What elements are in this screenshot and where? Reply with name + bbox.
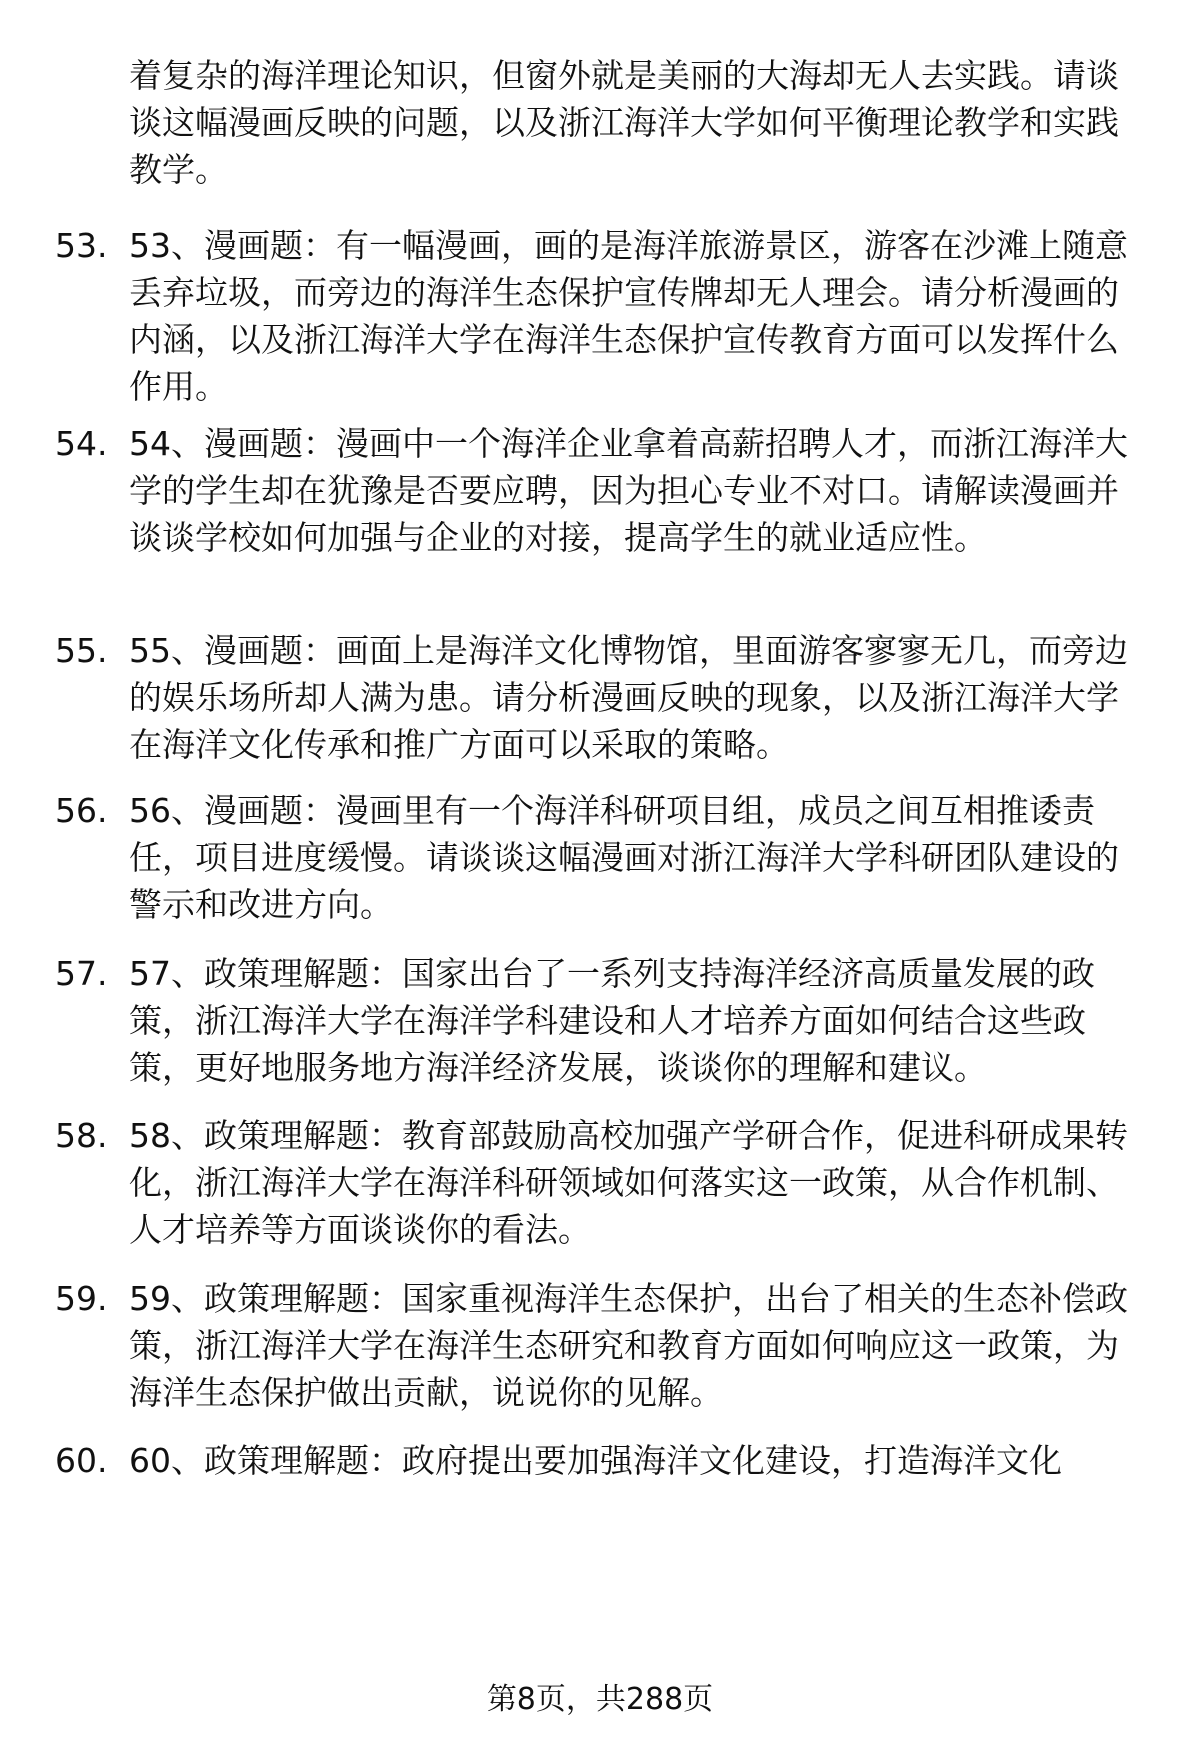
item-text: 60、政策理解题：政府提出要加强海洋文化建设，打造海洋文化 <box>129 1441 1062 1480</box>
item-number: 59. <box>55 1279 108 1318</box>
item-text: 58、政策理解题：教育部鼓励高校加强产学研合作，促进科研成果转化，浙江海洋大学在海洋科研领域如何落实这一政策，从合作机制、人才培养等方面谈谈你的看法。 <box>129 1116 1128 1249</box>
item-text: 54、漫画题：漫画中一个海洋企业拿着高薪招聘人才，而浙江海洋大学的学生却在犹豫是否要应聘，因为担心专业不对口。请解读漫画并谈谈学校如何加强与企业的对接，提高学生的就业适应性。 <box>129 424 1128 557</box>
item-number: 57. <box>55 954 108 993</box>
item-number: 54. <box>55 424 108 463</box>
item-number: 58. <box>55 1116 108 1155</box>
item-number: 55. <box>55 631 108 670</box>
item-number: 53. <box>55 226 108 265</box>
item-text: 59、政策理解题：国家重视海洋生态保护，出台了相关的生态补偿政策，浙江海洋大学在海洋生态研究和教育方面如何响应这一政策，为海洋生态保护做出贡献，说说你的见解。 <box>129 1279 1128 1412</box>
continuation-paragraph: 着复杂的海洋理论知识，但窗外就是美丽的大海却无人去实践。请谈谈这幅漫画反映的问题，以及浙江海洋大学如何平衡理论教学和实践教学。 <box>129 56 1119 189</box>
item-number: 56. <box>55 791 108 830</box>
item-text: 55、漫画题：画面上是海洋文化博物馆，里面游客寥寥无几，而旁边的娱乐场所却人满为患。请分析漫画反映的现象，以及浙江海洋大学在海洋文化传承和推广方面可以采取的策略。 <box>129 631 1128 764</box>
item-text: 57、政策理解题：国家出台了一系列支持海洋经济高质量发展的政策，浙江海洋大学在海洋学科建设和人才培养方面如何结合这些政策，更好地服务地方海洋经济发展，谈谈你的理解和建议。 <box>129 954 1095 1087</box>
item-text: 56、漫画题：漫画里有一个海洋科研项目组，成员之间互相推诿责任，项目进度缓慢。请谈谈这幅漫画对浙江海洋大学科研团队建设的警示和改进方向。 <box>129 791 1119 924</box>
page-footer: 第8页，共288页 <box>486 1682 714 1717</box>
item-text: 53、漫画题：有一幅漫画，画的是海洋旅游景区，游客在沙滩上随意丢弃垃圾，而旁边的海洋生态保护宣传牌却无人理会。请分析漫画的内涵，以及浙江海洋大学在海洋生态保护宣传教育方面可以发挥什么作用。 <box>129 226 1128 406</box>
item-number: 60. <box>55 1441 108 1480</box>
